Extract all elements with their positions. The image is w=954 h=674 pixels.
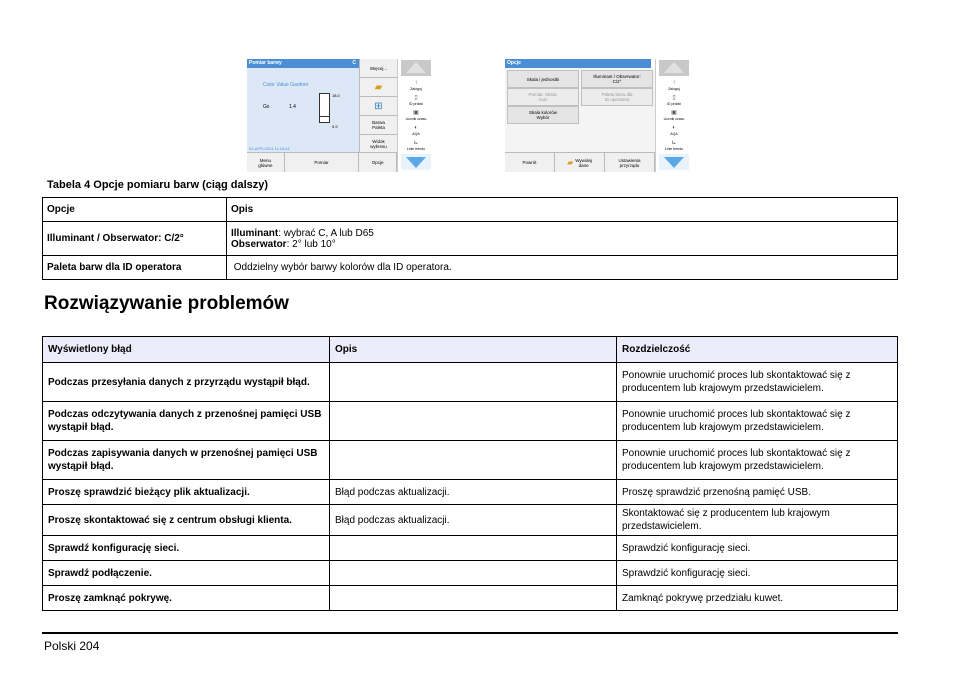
table4-header-desc: Opis bbox=[227, 198, 898, 222]
datetime: 01-APR-2013 11:18:44 bbox=[249, 146, 290, 151]
nav-timer-label: Licznik czasu bbox=[663, 117, 685, 121]
header-desc: Opis bbox=[330, 337, 617, 363]
solution-cell: Sprawdzić konfigurację sieci. bbox=[617, 561, 898, 586]
network-button[interactable] bbox=[359, 97, 397, 116]
palette-button[interactable]: Barwa Paleta bbox=[359, 116, 397, 135]
nav-login-label: Zaloguj bbox=[410, 87, 422, 91]
main-menu-button[interactable]: Menu główne bbox=[247, 153, 285, 172]
desc-cell bbox=[330, 586, 617, 611]
table-row bbox=[43, 586, 898, 611]
option-measure-scale[interactable]: Pomiar. Skala: Auto bbox=[507, 88, 579, 106]
nav-trend[interactable] bbox=[656, 139, 691, 154]
side-buttons bbox=[359, 59, 397, 152]
table-row bbox=[43, 256, 898, 280]
scale-bottom: 0.9 bbox=[332, 124, 338, 129]
screen-title-bar bbox=[247, 59, 359, 68]
back-label: Powrót bbox=[522, 160, 537, 165]
error-cell: Sprawdź konfigurację sieci. bbox=[43, 536, 330, 561]
desc-label: Obserwator bbox=[231, 238, 287, 250]
nav-sample-id[interactable] bbox=[398, 94, 433, 109]
nav-timer-label: Licznik czasu bbox=[405, 117, 427, 121]
table4-option: Paleta barw dla ID operatora bbox=[43, 256, 227, 280]
measure-button[interactable]: Pomiar bbox=[285, 153, 360, 172]
options-pane bbox=[505, 68, 655, 152]
troubleshooting-header bbox=[43, 337, 898, 363]
nav-aqa-label: AQA bbox=[670, 132, 678, 136]
table4 bbox=[42, 197, 898, 280]
nav-sample-id[interactable] bbox=[656, 94, 691, 109]
screen-title-bar bbox=[505, 59, 651, 68]
options-button[interactable]: Opcje bbox=[359, 153, 397, 172]
network-icon: ⊞ bbox=[374, 100, 383, 112]
timer-icon: ▣ bbox=[671, 110, 677, 116]
aqa-icon: ◐ bbox=[672, 125, 676, 131]
footer-rule bbox=[42, 632, 898, 634]
screen-title-right: C bbox=[352, 60, 356, 66]
desc-cell bbox=[330, 441, 617, 480]
desc-label: Illuminant bbox=[231, 227, 279, 239]
trend-icon: ⊾ bbox=[413, 140, 419, 146]
screenshot-options bbox=[505, 59, 691, 172]
page-number: 204 bbox=[79, 639, 100, 653]
solution-cell: Skontaktować się z producentem lub krajowym przedstawicielem. bbox=[617, 505, 898, 536]
solution-cell: Zamknąć pokrywę przedziału kuwet. bbox=[617, 586, 898, 611]
nav-column bbox=[397, 59, 433, 172]
table4-caption: Tabela 4 Opcje pomiaru barw (ciąg dalszy) bbox=[47, 179, 269, 191]
error-cell: Proszę skontaktować się z centrum obsługi klienta. bbox=[43, 505, 330, 536]
header-solution: Rozdzielczość bbox=[617, 337, 898, 363]
table4-header-option: Opcje bbox=[43, 198, 227, 222]
table-row bbox=[43, 222, 898, 256]
folder-icon: ▰ bbox=[567, 158, 574, 167]
param-value: 1.4 bbox=[289, 104, 296, 110]
error-cell: Proszę zamknąć pokrywę. bbox=[43, 586, 330, 611]
error-cell: Podczas zapisywania danych w przenośnej pamięci USB wystąpił błąd. bbox=[43, 441, 330, 480]
error-cell: Podczas odczytywania danych z przenośnej pamięci USB wystąpił błąd. bbox=[43, 402, 330, 441]
nav-aqa[interactable] bbox=[656, 124, 691, 139]
solution-cell: Ponownie uruchomić proces lub skontaktować się z producentem lub krajowym przedstawicielem. bbox=[617, 402, 898, 441]
nav-column bbox=[655, 59, 691, 172]
login-icon: ↑ bbox=[672, 80, 676, 86]
instrument-settings-button[interactable]: Ustawienia przyrządu bbox=[605, 153, 655, 172]
desc-cell bbox=[330, 561, 617, 586]
nav-aqa[interactable] bbox=[398, 124, 433, 139]
trend-icon: ⊾ bbox=[671, 140, 677, 146]
table-row bbox=[43, 480, 898, 505]
value-bar-fill bbox=[320, 116, 329, 122]
footer bbox=[44, 639, 99, 653]
section-title: Rozwiązywanie problemów bbox=[44, 293, 289, 314]
desc-text: : 2° lub 10° bbox=[286, 238, 336, 250]
option-color-scale[interactable]: Skala kolorów Wybór bbox=[507, 106, 579, 124]
solution-cell: Proszę sprawdzić przenośną pamięć USB. bbox=[617, 480, 898, 505]
login-icon: ↑ bbox=[414, 80, 418, 86]
param-label: Gx bbox=[263, 104, 270, 110]
bottom-bar bbox=[247, 152, 397, 172]
troubleshooting-table bbox=[42, 336, 898, 611]
screenshot-color-measurement bbox=[247, 59, 433, 172]
nav-aqa-label: AQA bbox=[412, 132, 420, 136]
nav-login-label: Zaloguj bbox=[668, 87, 680, 91]
desc-text: : wybrać C, A lub D65 bbox=[278, 227, 374, 239]
desc-cell bbox=[330, 402, 617, 441]
desc-cell bbox=[330, 536, 617, 561]
sample-id-icon: ▯ bbox=[672, 95, 676, 101]
option-scale-units[interactable]: Skala i jednostki bbox=[507, 70, 579, 88]
table4-desc: Oddzielny wybór barwy kolorów dla ID operatora. bbox=[227, 256, 898, 280]
screen-title: Pomiar barwy bbox=[249, 60, 282, 66]
table4-option: Illuminant / Obserwator: C/2° bbox=[43, 222, 227, 256]
bottom-bar bbox=[505, 152, 655, 172]
folder-icon: ▰ bbox=[374, 81, 383, 93]
table4-header bbox=[43, 198, 898, 222]
nav-items bbox=[398, 79, 433, 154]
more-button[interactable]: Więcej... bbox=[359, 59, 397, 78]
nav-timer[interactable] bbox=[398, 109, 433, 124]
scroll-down-arrow-icon[interactable] bbox=[401, 154, 431, 170]
scroll-up-arrow-icon[interactable] bbox=[401, 60, 431, 76]
nav-trend-label: Linie trendu bbox=[406, 147, 426, 151]
table-row bbox=[43, 505, 898, 536]
desc-cell bbox=[330, 363, 617, 402]
measurement-pane bbox=[247, 68, 359, 152]
desc-cell: Błąd podczas aktualizacji. bbox=[330, 505, 617, 536]
sample-id-icon: ▯ bbox=[414, 95, 418, 101]
error-cell: Sprawdź podłączenie. bbox=[43, 561, 330, 586]
error-cell: Podczas przesyłania danych z przyrządu wystąpił błąd. bbox=[43, 363, 330, 402]
measure-label: Color Value Gardner bbox=[263, 82, 309, 88]
table4-desc bbox=[227, 222, 898, 256]
nav-sample-id-label: ID próbki bbox=[666, 102, 681, 106]
table-row bbox=[43, 441, 898, 480]
header-error: Wyświetlony błąd bbox=[43, 337, 330, 363]
value-bar bbox=[319, 93, 330, 123]
table-row bbox=[43, 363, 898, 402]
recall-data-button[interactable] bbox=[555, 153, 605, 172]
nav-login[interactable] bbox=[656, 79, 691, 94]
nav-sample-id-label: ID próbki bbox=[408, 102, 423, 106]
folder-button[interactable] bbox=[359, 78, 397, 97]
solution-cell: Ponownie uruchomić proces lub skontaktować się z producentem lub krajowym przedstawicielem. bbox=[617, 363, 898, 402]
error-cell: Proszę sprawdzić bieżący plik aktualizacji. bbox=[43, 480, 330, 505]
desc-cell: Błąd podczas aktualizacji. bbox=[330, 480, 617, 505]
recall-label: Wywołaj dane bbox=[575, 157, 592, 168]
footer-language: Polski bbox=[44, 639, 77, 653]
option-illuminant[interactable]: Illuminant / Obserwator: C/2° bbox=[581, 70, 653, 88]
solution-cell: Sprawdzić konfigurację sieci. bbox=[617, 536, 898, 561]
solution-cell: Ponownie uruchomić proces lub skontaktować się z producentem lub krajowym przedstawicielem. bbox=[617, 441, 898, 480]
screen-title: Opcje bbox=[507, 60, 521, 66]
timer-icon: ▣ bbox=[413, 110, 419, 116]
option-operator-palette[interactable]: Paleta barw dla ID operatora bbox=[581, 88, 653, 106]
nav-timer[interactable] bbox=[656, 109, 691, 124]
nav-items bbox=[656, 79, 691, 154]
scale-top: 18.0 bbox=[332, 93, 340, 98]
nav-trend[interactable] bbox=[398, 139, 433, 154]
table-row bbox=[43, 536, 898, 561]
scroll-up-arrow-icon[interactable] bbox=[659, 60, 689, 76]
nav-login[interactable] bbox=[398, 79, 433, 94]
back-button[interactable] bbox=[505, 153, 555, 172]
scroll-down-arrow-icon[interactable] bbox=[659, 154, 689, 170]
aqa-icon: ◐ bbox=[414, 125, 418, 131]
table-row bbox=[43, 561, 898, 586]
nav-trend-label: Linie trendu bbox=[664, 147, 684, 151]
graph-view-button[interactable]: Widok wykresu bbox=[359, 135, 397, 154]
table-row bbox=[43, 402, 898, 441]
